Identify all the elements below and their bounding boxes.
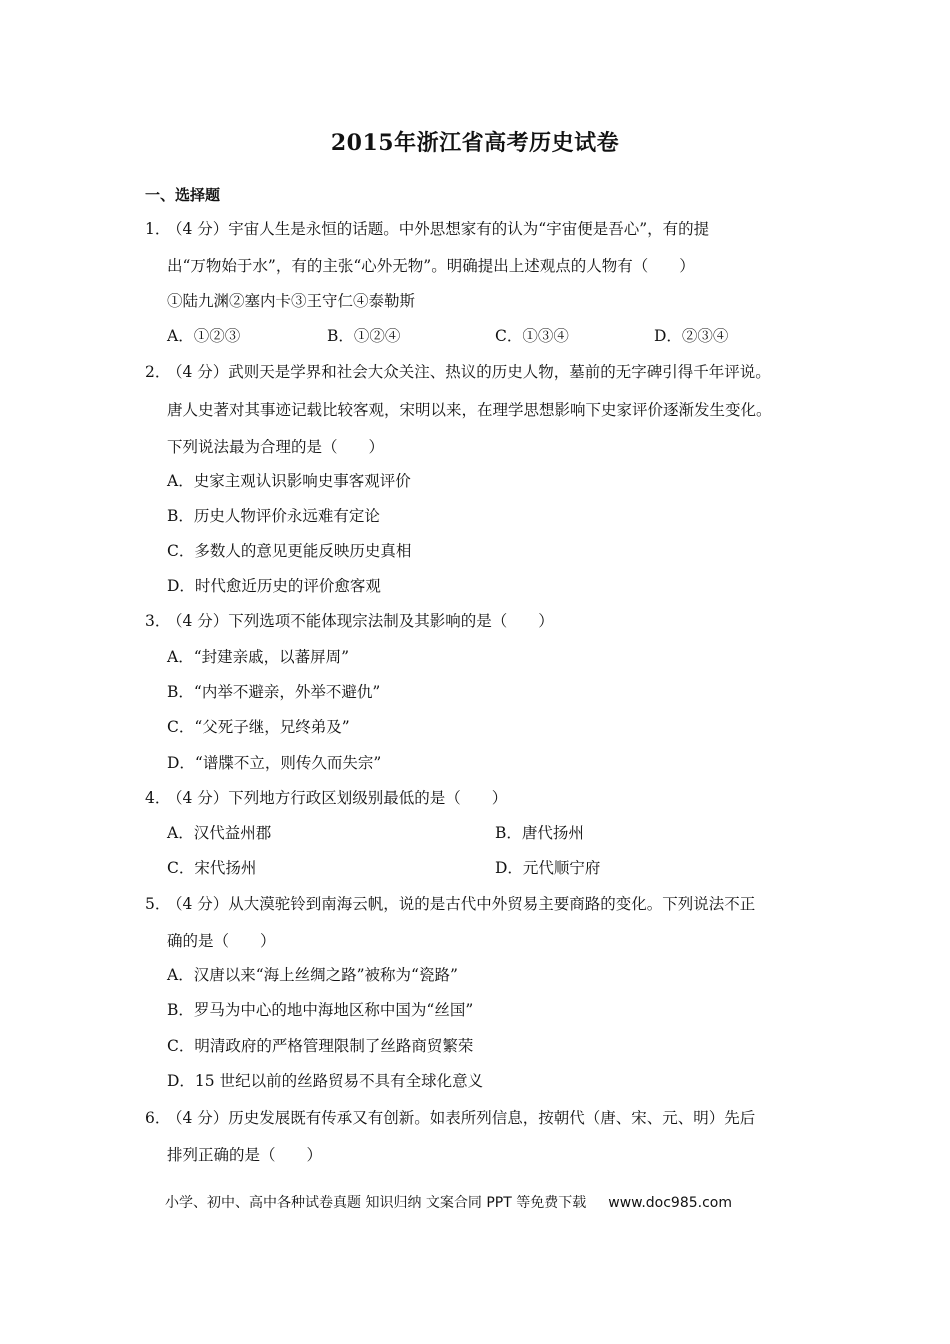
- question-text: （4 分）下列选项不能体现宗法制及其影响的是（ ）: [167, 612, 554, 630]
- question-4-option-d: D．元代顺宁府: [495, 859, 601, 877]
- question-5-option-d: D．15 世纪以前的丝路贸易不具有全球化意义: [167, 1072, 484, 1090]
- question-number: 6．: [145, 1109, 171, 1127]
- question-2-line-3: 下列说法最为合理的是（ ）: [167, 438, 385, 456]
- question-1-option-c: C．①③④: [495, 327, 569, 345]
- question-2-option-d: D．时代愈近历史的评价愈客观: [167, 577, 381, 595]
- question-4-option-a: A．汉代益州郡: [167, 824, 272, 842]
- page-footer: [165, 1192, 732, 1212]
- question-6-line-1: [145, 1106, 755, 1128]
- question-number: 3．: [145, 612, 171, 630]
- section-heading: 一、选择题: [145, 186, 221, 204]
- question-text: （4 分）下列地方行政区划级别最低的是（ ）: [167, 789, 508, 807]
- question-2-option-c: C．多数人的意见更能反映历史真相: [167, 542, 412, 560]
- footer-url: www.doc985.com: [608, 1195, 732, 1211]
- question-text: （4 分）武则天是学界和社会大众关注、热议的历史人物，墓前的无字碑引得千年评说。: [167, 363, 771, 381]
- question-text: （4 分）从大漠驼铃到南海云帆，说的是古代中外贸易主要商路的变化。下列说法不正: [167, 895, 756, 913]
- question-1-line-2: 出“万物始于水”，有的主张“心外无物”。明确提出上述观点的人物有（ ）: [167, 257, 695, 275]
- question-5-option-b: B．罗马为中心的地中海地区称中国为“丝国”: [167, 1001, 474, 1019]
- question-6-line-2: 排列正确的是（ ）: [167, 1146, 323, 1164]
- question-1-option-d: D．②③④: [654, 327, 729, 345]
- question-3-option-c: C．“父死子继，兄终弟及”: [167, 718, 350, 736]
- page-title: 2015年浙江省高考历史试卷: [330, 130, 620, 156]
- question-3-option-d: D．“谱牒不立，则传久而失宗”: [167, 754, 382, 772]
- footer-text: 小学、初中、高中各种试卷真题 知识归纳 文案合同 PPT 等免费下载: [165, 1195, 587, 1211]
- question-1-line-1: [145, 217, 709, 239]
- question-number: 1．: [145, 220, 171, 238]
- question-5-line-2: 确的是（ ）: [167, 932, 276, 950]
- question-1-option-a: A．①②③: [167, 327, 241, 345]
- question-1-option-b: B．①②④: [327, 327, 401, 345]
- question-2-option-b: B．历史人物评价永远难有定论: [167, 507, 380, 525]
- question-1-line-3: ①陆九渊②塞内卡③王守仁④泰勒斯: [167, 292, 416, 310]
- question-2-line-2: 唐人史著对其事迹记载比较客观，宋明以来，在理学思想影响下史家评价逐渐发生变化。: [167, 401, 772, 419]
- question-2-option-a: A．史家主观认识影响史事客观评价: [167, 472, 411, 490]
- question-text: （4 分）历史发展既有传承又有创新。如表所列信息，按朝代（唐、宋、元、明）先后: [167, 1109, 756, 1127]
- question-5-line-1: [145, 892, 755, 914]
- question-4-option-b: B．唐代扬州: [495, 824, 584, 842]
- question-text: （4 分）宇宙人生是永恒的话题。中外思想家有的认为“宇宙便是吾心”，有的提: [167, 220, 710, 238]
- question-number: 2．: [145, 363, 171, 381]
- question-5-option-c: C．明清政府的严格管理限制了丝路商贸繁荣: [167, 1037, 474, 1055]
- question-3-option-b: B．“内举不避亲，外举不避仇”: [167, 683, 381, 701]
- question-3-option-a: A．“封建亲戚，以蕃屏周”: [167, 648, 350, 666]
- question-4-line-1: [145, 786, 507, 808]
- question-4-option-c: C．宋代扬州: [167, 859, 257, 877]
- question-5-option-a: A．汉唐以来“海上丝绸之路”被称为“瓷路”: [167, 966, 458, 984]
- question-3-line-1: [145, 609, 554, 631]
- question-number: 4．: [145, 789, 171, 807]
- question-2-line-1: [145, 360, 771, 382]
- question-number: 5．: [145, 895, 171, 913]
